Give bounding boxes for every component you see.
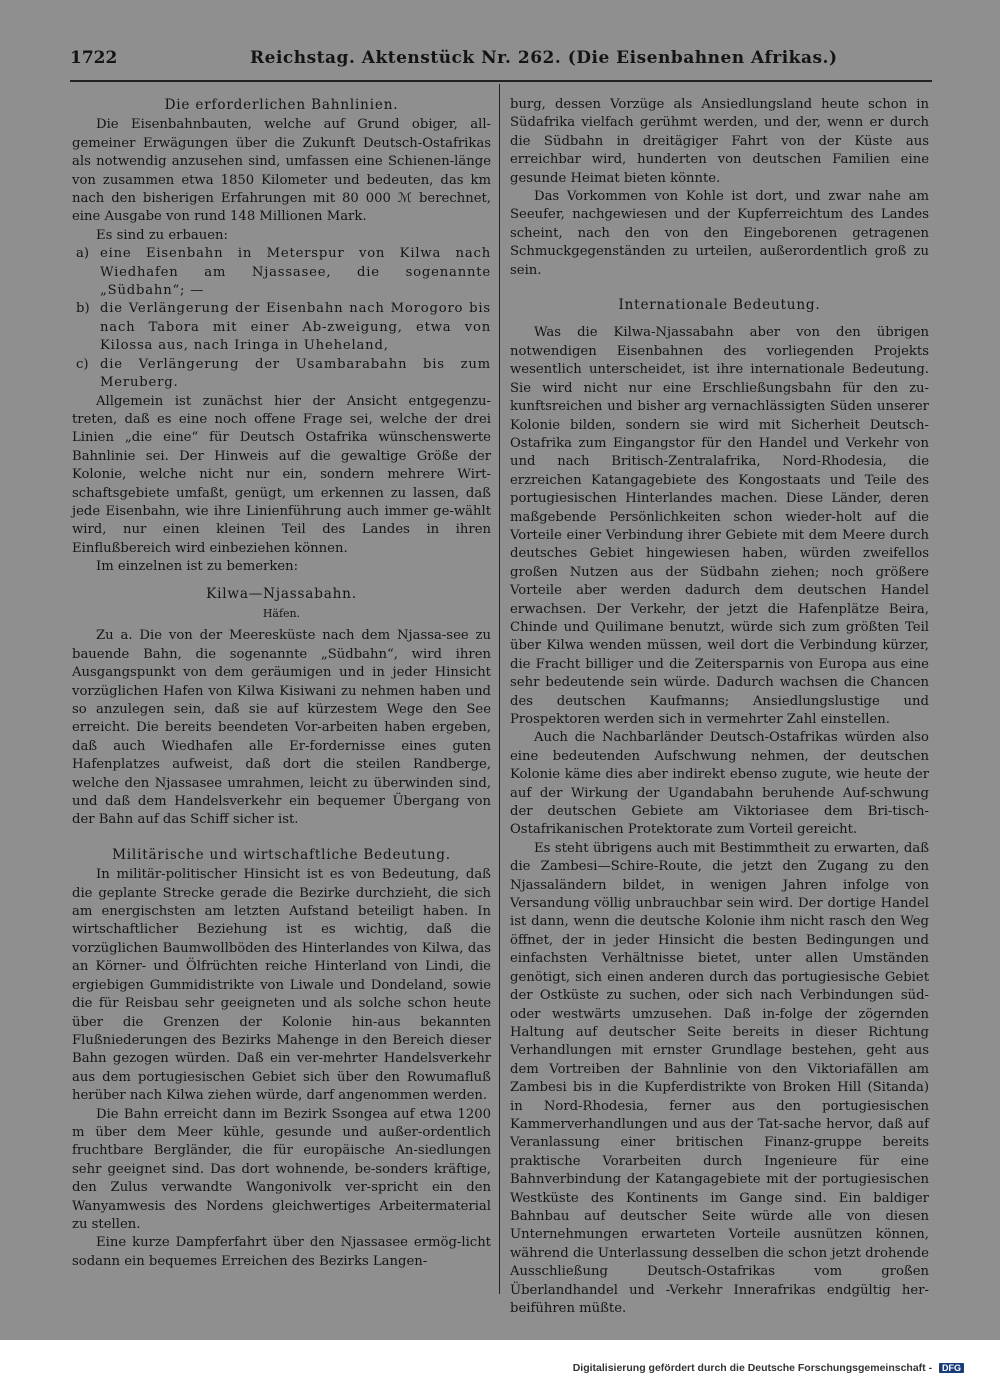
- column-divider: [499, 84, 500, 1294]
- list-item-label: c): [76, 356, 89, 372]
- running-title: Reichstag. Aktenstück Nr. 262. (Die Eisenbahnen Afrikas.): [250, 48, 838, 68]
- paragraph: Allgemein ist zunächst hier der Ansicht entgegenzu-treten, daß es eine noch offene Frage sei, welche der drei Linien „die eine“ für Deutsch Ostafrika wünschenswerte Bahnlinie sei. Der Hinweis auf die gewaltige Größe der Kolonie, welche nicht nur ein, sondern mehrere Wirt-schaftsgebiete umfaßt, genügt, um erkennen zu lassen, daß jede Eisenbahn, wie ihre Linienführung auch immer ge-wählt wird, nur einen kleinen Teil des Landes in ihren Einflußbereich wird einbeziehen können.: [72, 393, 491, 556]
- dfg-logo: DFG: [939, 1363, 964, 1373]
- left-column: [72, 96, 491, 1271]
- paragraph: Das Vorkommen von Kohle ist dort, und zwar nahe am Seeufer, nachgewiesen und der Kupferreichtum des Landes scheint, nach den von den Eingeborenen getragenen Schmuckgegenständen zu urteilen, außerordentlich groß zu sein.: [510, 189, 929, 278]
- right-column: [510, 96, 929, 1318]
- list-item-text: die Verlängerung der Usambarabahn bis zum Meruberg.: [100, 356, 491, 391]
- list-item: [72, 356, 491, 393]
- paragraph: Eine kurze Dampferfahrt über den Njassasee ermög-licht sodann ein bequemes Erreichen des Bezirks Langen-: [72, 1235, 491, 1269]
- list-item-label: a): [76, 246, 90, 262]
- paragraph: Im einzelnen ist zu bemerken:: [96, 559, 299, 575]
- paragraph: In militär-politischer Hinsicht ist es von Bedeutung, daß die geplante Strecke gerade die Bezirke durchzieht, die sich am energischsten am letzten Aufstand beteiligt haben. In wirtschaftlicher Beziehung ist es wichtig, daß die vorzüglichen Baumwollböden des Hinterlandes von Kilwa, das an Körner- und Ölfrüchten reiche Hinterland von Lindi, die ergiebigen Gummidistrikte von Liwale und Dondeland, sowie die für Reisbau sehr geeigneten und als solche schon heute über die Grenzen der Kolonie hin-aus bekannten Flußniederungen des Bezirks Mahenge in den Bereich dieser Bahn gezogen würden. Daß ein ver-mehrter Handelsverkehr aus dem portugiesischen Gebiet sich über den Rowumafluß herüber nach Kilwa ziehen würde, darf angenommen werden.: [72, 867, 491, 1104]
- list-item-text: die Verlängerung der Eisenbahn nach Morogoro bis nach Tabora mit einer Ab-zweigung, etwa von Kilossa aus, nach Iringa in Uheheland,: [100, 301, 491, 354]
- paragraph: Die Eisenbahnbauten, welche auf Grund obiger, all-gemeiner Erwägungen über die Zukunft Deutsch-Ostafrikas als notwendig anzusehen sind, umfassen eine Schienen-länge von zusammen etwa 1850 Kilometer und bedeuten, das km nach den bisherigen Erfahrungen mit 80 000 ℳ berechnet, eine Ausgabe von rund 148 Millionen Mark.: [72, 117, 491, 225]
- page-header: [70, 48, 932, 78]
- digitization-credit: [573, 1362, 964, 1374]
- list-item-text: eine Eisenbahn in Meterspur von Kilwa nach Wiedhafen am Njassasee, die sogenannte „Südbahn“; —: [100, 246, 491, 299]
- section-subheading: Häfen.: [262, 606, 301, 620]
- section-heading: Militärische und wirtschaftliche Bedeutung.: [112, 846, 451, 863]
- paragraph: Auch die Nachbarländer Deutsch-Ostafrikas würden also eine bedeutenden Aufschwung nehmen, der deutschen Kolonie käme dies aber indirekt ebenso zugute, wie heute der auf der Wirkung der Ugandabahn beruhende Auf-schwung der deutschen Gebiete am Viktoriasee dem Bri-tisch-Ostafrikanischen Protektorate zum Vorteil gereicht.: [510, 730, 929, 838]
- header-rule: [70, 80, 932, 82]
- line-list: [72, 245, 491, 392]
- paragraph: Es sind zu erbauen:: [96, 227, 228, 243]
- paragraph: burg, dessen Vorzüge als Ansiedlungsland heute schon in Südafrika vielfach gerühmt werden, und der, wenn er durch die Südbahn in dreitägiger Fahrt von der Küste aus erreichbar wird, hunderten von deutschen Familien eine gesunde Heimat bieten könnte.: [510, 97, 929, 186]
- list-item: [72, 300, 491, 355]
- paragraph: Die Bahn erreicht dann im Bezirk Ssongea auf etwa 1200 m über dem Meer kühle, gesunde und außer-ordentlich fruchtbare Bergländer, die für europäische An-siedlungen sehr geeignet sind. Das dort wohnende, be-sonders kräftige, den Zulus verwandte Wangonivolk ver-spricht ein den Wanyamwesis des Nordens gleichwertiges Arbeitermaterial zu stellen.: [72, 1106, 491, 1232]
- section-heading: Die erforderlichen Bahnlinien.: [164, 97, 399, 113]
- paragraph: Es steht übrigens auch mit Bestimmtheit zu erwarten, daß die Zambesi—Schire-Route, die jetzt den Zugang zu den Njassaländern bildet, in wenigen Jahren infolge von Versandung völlig unbrauchbar sein wird. Der dortige Handel ist dann, wenn die deutsche Kolonie ihm nicht rasch den Weg öffnet, der in jeder Hinsicht die besten Bedingungen und einfachsten Verhältnisse bietet, unter allen Umständen genötigt, sich einen anderen durch das portugiesische Gebiet der Ostküste zu suchen, oder sich nach Verbindungen süd- oder westwärts umzusehen. Daß in-folge der zögernden Haltung auf deutscher Seite bereits in dieser Richtung Verhandlungen mit ernster Grundlage bestehen, geht aus dem Vortreiben der Bahnlinie von den Viktoriafällen am Zambesi bis in die Kupferdistrikte von Broken Hill (Sitanda) in Nord-Rhodesia, ferner aus den portugiesischen Kammerverhandlungen und aus der Tat-sache hervor, daß auf Veranlassung einer britischen Finanz-gruppe bereits praktische Vorarbeiten durch Ingenieure für eine Bahnverbindung der Katangagebiete mit der portugiesischen Westküste des Kontinents im Gange sind. Ein baldiger Bahnbau auf deutscher Seite würde alle von diesen Unternehmungen erwarteten Vorteile ausnützen können, während die Unterlassung desselben die schon jetzt drohende Ausschließung Deutsch-Ostafrikas vom großen Überlandhandel und -Verkehr Innerafrikas endgültig her-beiführen müßte.: [510, 840, 929, 1316]
- section-heading: Kilwa—Njassabahn.: [206, 585, 357, 602]
- page-number: 1722: [70, 48, 118, 68]
- credit-text: Digitalisierung gefördert durch die Deutsche Forschungsgemeinschaft -: [572, 1362, 933, 1374]
- paragraph: Was die Kilwa-Njassabahn aber von den übrigen notwendigen Eisenbahnen des vorliegenden Projekts wesentlich unterscheidet, ist ihre internationale Bedeutung. Sie wird nicht nur eine Erschließungsbahn für den zu-kunftsreichen und bisher arg vernachlässigten Süden unserer Kolonie bilden, sondern sie wird mit Sicherheit Deutsch-Ostafrika zum Eingangstor für den Handel und Verkehr von und nach Britisch-Zentralafrika, Nord-Rhodesia, die erzreichen Katangagebiete des Kongostaats und Teile des portugiesischen Hinterlandes machen. Diese Länder, deren maßgebende Persönlichkeiten schon wieder-holt auf die Vorteile einer Verbindung ihrer Gebiete mit dem Meere durch deutsches Gebiet hingewiesen haben, würden zweifellos großen Nutzen aus der Südbahn ziehen; noch größere Vorteile aber werden dadurch dem deutschen Handel erwachsen. Der Verkehr, der jetzt die Hafenplätze Beira, Chinde und Quilimane benutzt, würde sich zum größten Teil über Kilwa wenden müssen, weil dort die Verbindung kürzer, die Fracht billiger und die Zeitersparnis von Europa aus eine sehr bedeutende sein würde. Dadurch wachsen die Chancen des deutschen Kaufmanns; Ansiedlungslustige und Prospektoren werden sich in vermehrter Zahl einstellen.: [510, 325, 929, 727]
- paragraph: Zu a. Die von der Meeresküste nach dem Njassa-see zu bauende Bahn, die sogenannte „Südbahn“, wird ihren Ausgangspunkt von dem geräumigen und in jeder Hinsicht vorzüglichen Hafen von Kilwa Kisiwani zu nehmen haben und so anzulegen sein, daß sie auf kürzestem Wege den See erreicht. Die bereits beendeten Vor-arbeiten haben ergeben, daß auch Wiedhafen alle Er-fordernisse eines guten Hafenplatzes aufweist, daß dort die steilen Randberge, welche den Njassasee umrahmen, leicht zu überwinden sind, und daß dem Handelsverkehr ein bequemer Übergang von der Bahn auf das Schiff sicher ist.: [72, 628, 491, 828]
- list-item-label: b): [76, 301, 90, 317]
- list-item: [72, 245, 491, 300]
- section-heading: Internationale Bedeutung.: [618, 297, 821, 314]
